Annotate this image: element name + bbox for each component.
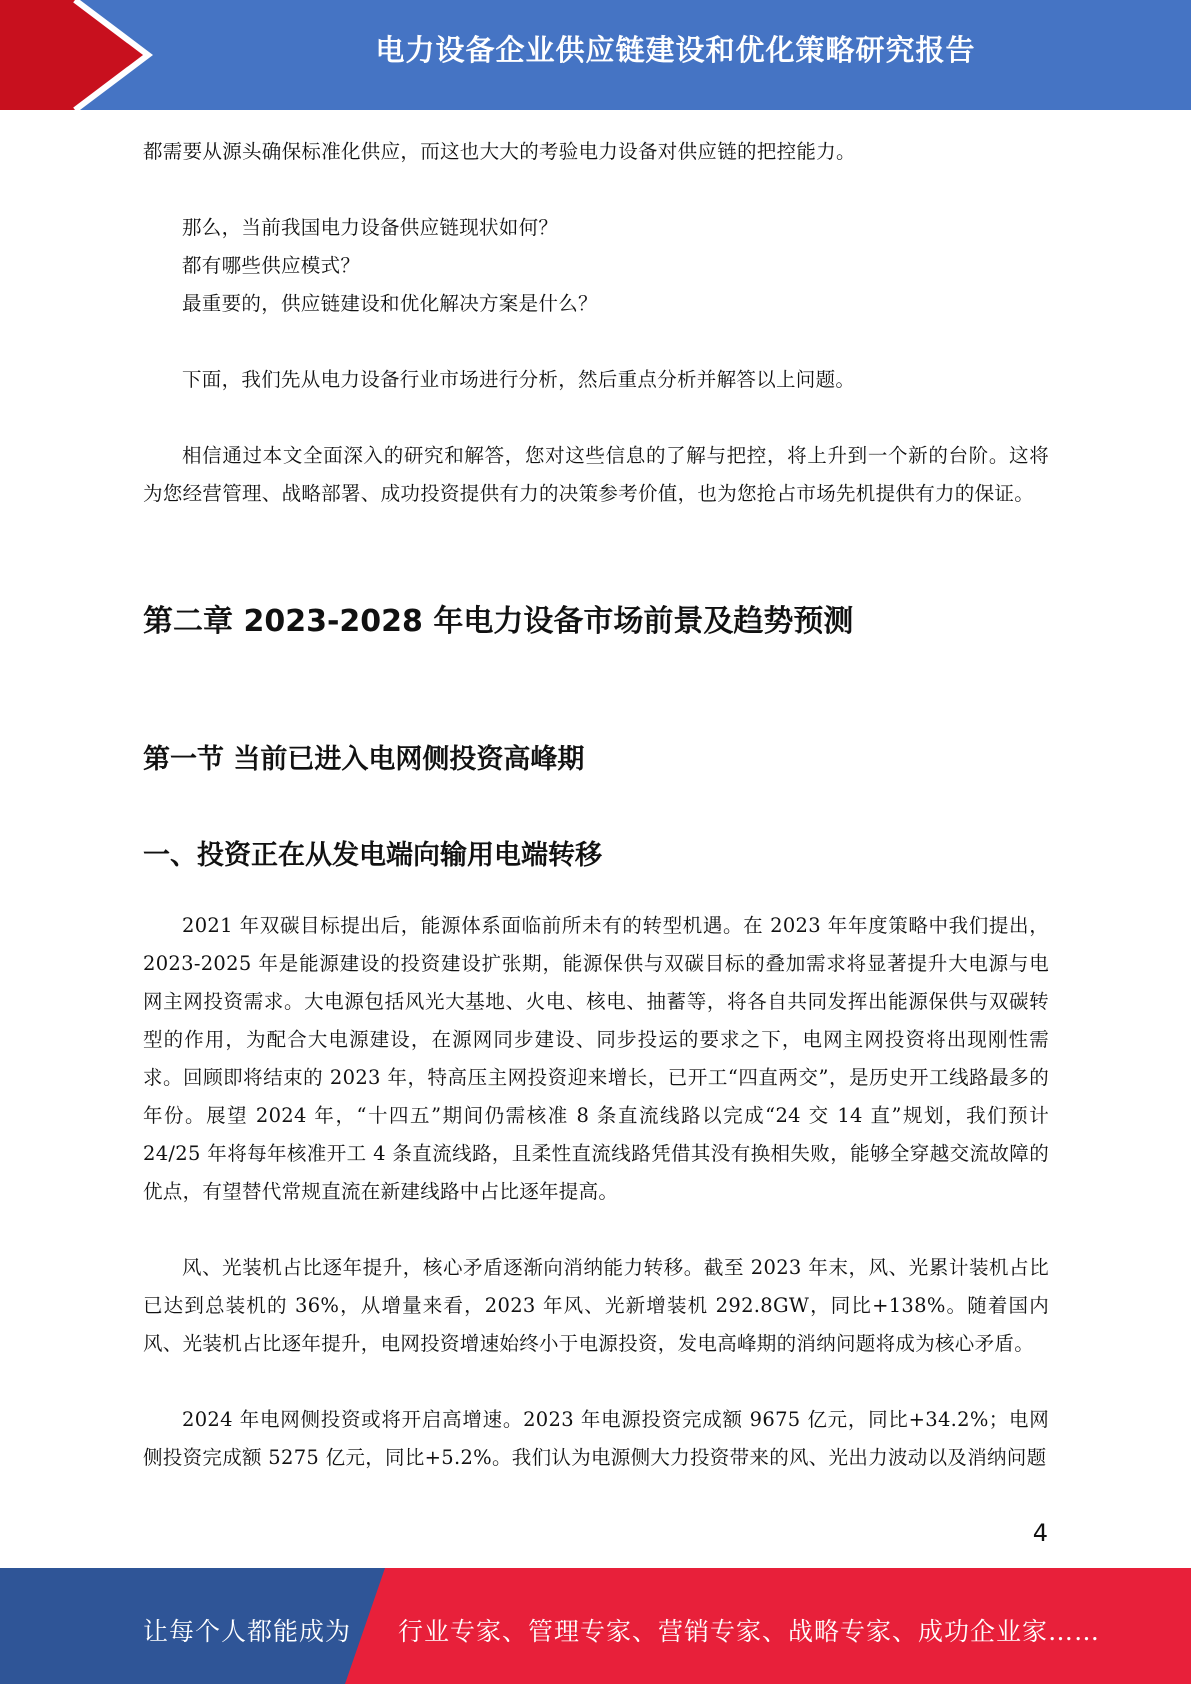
subsection-title: 一、投资正在从发电端向输用电端转移 xyxy=(143,840,602,871)
footer-slogan-left: 让每个人都能成为 xyxy=(143,1617,352,1646)
header-banner xyxy=(0,0,1191,110)
body-paragraph-3: 2024 年电网侧投资或将开启高增速。2023 年电源投资完成额 9675 亿元，同比+34.2%；电网侧投资完成额 5275 亿元，同比+5.2%。我们认为电源侧大力投资带来的风、光出力波动以及消纳问题 xyxy=(143,1408,1049,1469)
intro-block xyxy=(143,133,1049,513)
intro-question-2: 都有哪些供应模式？ xyxy=(182,254,361,277)
footer-banner xyxy=(0,1568,1191,1684)
intro-paragraph-1: 下面，我们先从电力设备行业市场进行分析，然后重点分析并解答以上问题。 xyxy=(182,368,856,391)
footer-slogan-right: 行业专家、管理专家、营销专家、战略专家、成功企业家…… xyxy=(398,1617,1101,1646)
intro-question-3: 最重要的，供应链建设和优化解决方案是什么？ xyxy=(182,292,598,315)
chapter-title: 第二章 2023-2028 年电力设备市场前景及趋势预测 xyxy=(143,604,854,639)
body-paragraph-2: 风、光装机占比逐年提升，核心矛盾逐渐向消纳能力转移。截至 2023 年末，风、光累计装机占比已达到总装机的 36%，从增量来看，2023 年风、光新增装机 292.8GW，同比+138%。随着国内风、光装机占比逐年提升，电网投资增速始终小于电源投资，发电高峰期的消纳问题将成为核心矛盾。 xyxy=(143,1256,1049,1355)
page-number: 4 xyxy=(1032,1519,1048,1547)
intro-paragraph-2: 相信通过本文全面深入的研究和解答，您对这些信息的了解与把控，将上升到一个新的台阶。这将为您经营管理、战略部署、成功投资提供有力的决策参考价值，也为您抢占市场先机提供有力的保证。 xyxy=(143,444,1049,505)
intro-question-1: 那么，当前我国电力设备供应链现状如何？ xyxy=(182,216,559,239)
body-paragraph-1: 2021 年双碳目标提出后，能源体系面临前所未有的转型机遇。在 2023 年年度策略中我们提出，2023-2025 年是能源建设的投资建设扩张期，能源保供与双碳目标的叠加需求将显著提升大电源与电网主网投资需求。大电源包括风光大基地、火电、核电、抽蓄等，将各自共同发挥出能源保供与双碳转型的作用，为配合大电源建设，在源网同步建设、同步投运的要求之下，电网主网投资将出现刚性需求。回顾即将结束的 2023 年，特高压主网投资迎来增长，已开工“四直两交”，是历史开工线路最多的年份。展望 2024 年，“十四五”期间仍需核准 8 条直流线路以完成“24 交 14 直”规划，我们预计 24/25 年将每年核准开工 4 条直流线路，且柔性直流线路凭借其没有换相失败，能够全穿越交流故障的优点，有望替代常规直流在新建线路中占比逐年提高。 xyxy=(143,914,1049,1203)
section-title: 第一节 当前已进入电网侧投资高峰期 xyxy=(143,744,585,775)
intro-paragraph-0: 都需要从源头确保标准化供应，而这也大大的考验电力设备对供应链的把控能力。 xyxy=(143,140,856,163)
report-title: 电力设备企业供应链建设和优化策略研究报告 xyxy=(375,33,976,67)
body-block xyxy=(143,907,1049,1477)
